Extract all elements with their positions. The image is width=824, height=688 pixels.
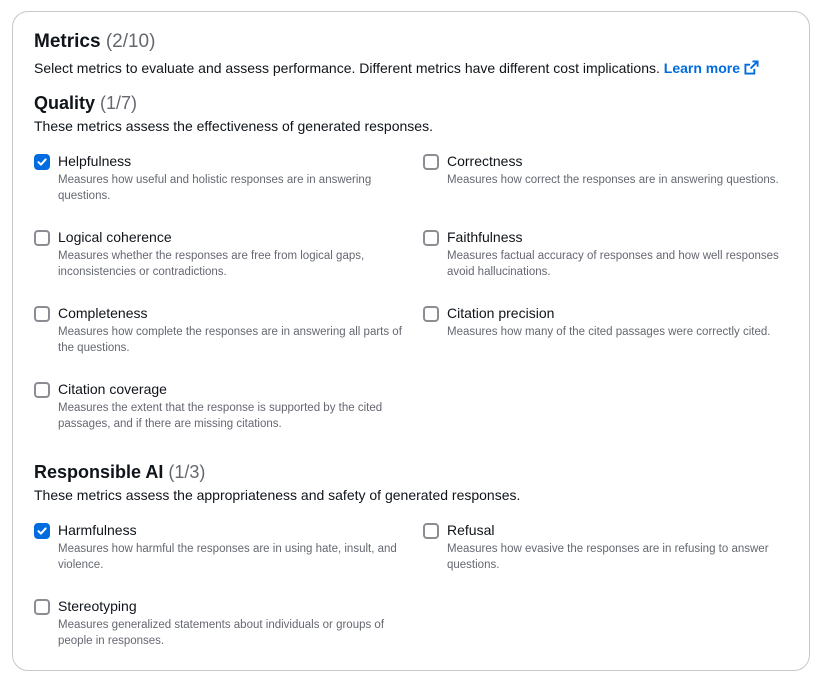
metric-description: Measures how useful and holistic responses are in answering questions. [58,174,372,202]
quality-title-text: Quality [34,93,96,113]
checkbox[interactable] [34,306,50,322]
metric-description: Measures factual accuracy of responses and how well responses avoid hallucinations. [447,250,779,278]
quality-title [34,92,804,114]
metric-description: Measures how evasive the responses are in refusing to answer questions. [447,543,769,571]
metric-label[interactable]: Citation coverage [58,381,167,397]
checkbox[interactable] [34,382,50,398]
metric-label[interactable]: Harmfulness [58,522,137,538]
responsible-ai-section [34,461,804,505]
metrics-description-text: Select metrics to evaluate and assess performance. Different metrics have different cost implications. [34,60,660,76]
quality-description: These metrics assess the effectiveness of generated responses. [34,118,433,134]
metrics-title-text: Metrics [34,31,101,52]
metric-description: Measures how many of the cited passages were correctly cited. [447,326,771,338]
checkbox[interactable] [423,230,439,246]
checkmark-icon [37,526,47,536]
metric-description: Measures the extent that the response is supported by the cited passages, and if there are missing citations. [58,402,383,430]
responsible-ai-count: (1/3) [168,462,206,482]
responsible-ai-title-text: Responsible AI [34,462,164,482]
metric-label[interactable]: Citation precision [447,305,555,321]
external-link-icon [744,60,759,80]
responsible-ai-description: These metrics assess the appropriateness and safety of generated responses. [34,487,521,503]
metric-label[interactable]: Helpfulness [58,153,132,169]
metric-description: Measures whether the responses are free from logical gaps, inconsistencies or contradictions. [58,250,365,278]
quality-count: (1/7) [100,93,138,113]
checkbox[interactable] [423,154,439,170]
learn-more-link[interactable] [664,60,759,76]
metric-label[interactable]: Logical coherence [58,229,172,245]
metrics-panel [12,11,810,671]
metrics-description [34,58,794,80]
checkbox[interactable] [34,230,50,246]
metric-label[interactable]: Stereotyping [58,598,137,614]
metric-label[interactable]: Completeness [58,305,148,321]
metric-description: Measures how correct the responses are in answering questions. [447,174,779,186]
learn-more-label: Learn more [663,60,741,76]
metric-description: Measures generalized statements about individuals or groups of people in responses. [58,619,385,647]
responsible-ai-title [34,461,804,483]
checkmark-icon [37,157,47,167]
checkbox[interactable] [423,306,439,322]
metric-label[interactable]: Correctness [447,153,523,169]
metric-label[interactable]: Refusal [447,522,495,538]
checkbox[interactable] [423,523,439,539]
metrics-count: (2/10) [105,31,156,52]
checkbox[interactable] [34,599,50,615]
metric-label[interactable]: Faithfulness [447,229,523,245]
metric-description: Measures how harmful the responses are in using hate, insult, and violence. [58,543,397,571]
metrics-header [34,30,794,80]
metrics-title [34,30,794,54]
checkbox-checked[interactable] [34,523,50,539]
metric-description: Measures how complete the responses are in answering all parts of the questions. [58,326,402,354]
quality-section [34,92,804,136]
checkbox-checked[interactable] [34,154,50,170]
